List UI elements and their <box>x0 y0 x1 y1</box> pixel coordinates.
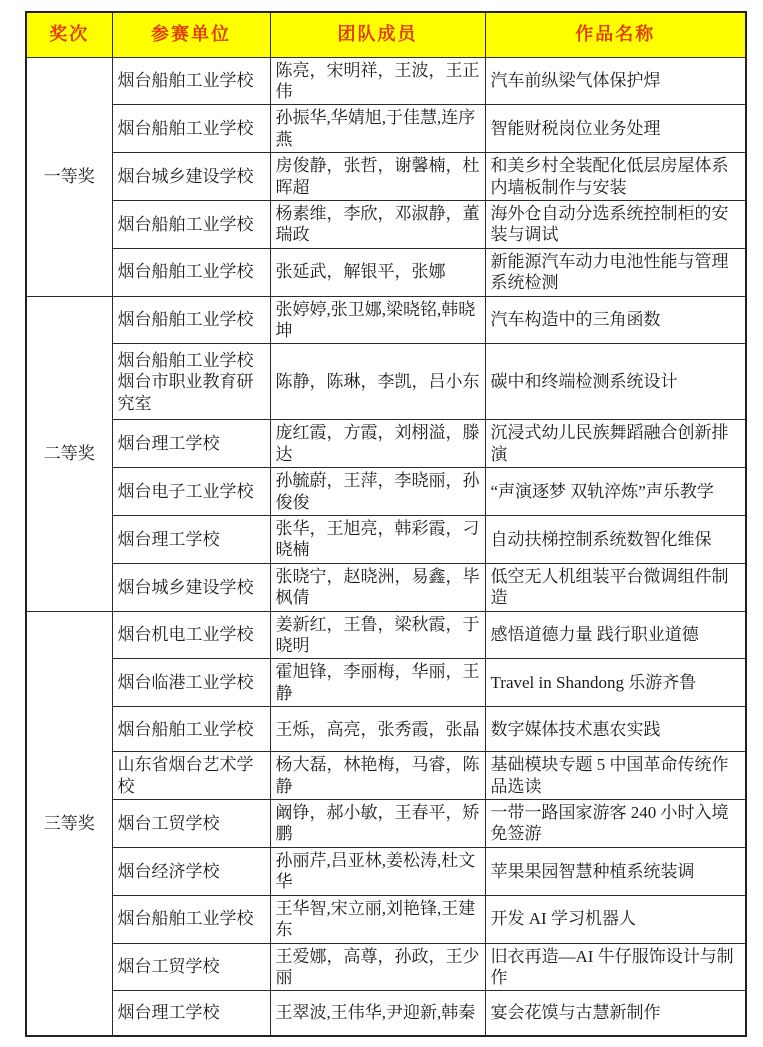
header-members: 团队成员 <box>270 12 485 57</box>
work-cell: 感悟道德力量 践行职业道德 <box>485 611 746 659</box>
awards-table <box>25 11 747 1037</box>
table-row <box>26 468 746 516</box>
work-cell: 一带一路国家游客 240 小时入境免签游 <box>485 800 746 848</box>
table-row <box>26 800 746 848</box>
members-cell: 庞红霞，方霞，刘栩溢，滕达 <box>270 420 485 468</box>
unit-cell: 烟台工贸学校 <box>112 800 270 848</box>
table-row <box>26 105 746 153</box>
table-header <box>26 12 746 57</box>
unit-cell: 烟台船舶工业学校 <box>112 200 270 248</box>
table-row <box>26 516 746 564</box>
members-cell: 张华，王旭亮，韩彩霞，刁晓楠 <box>270 516 485 564</box>
table-row <box>26 57 746 105</box>
unit-cell: 烟台理工学校 <box>112 420 270 468</box>
work-cell: 苹果果园智慧种植系统装调 <box>485 847 746 895</box>
members-cell: 王烁，高亮，张秀霞，张晶 <box>270 707 485 752</box>
award-label: 一等奖 <box>26 57 112 296</box>
members-cell: 霍旭锋，李丽梅，华丽，王静 <box>270 659 485 707</box>
table-row <box>26 296 746 344</box>
unit-cell: 烟台船舶工业学校 <box>112 248 270 296</box>
table-row <box>26 707 746 752</box>
members-cell: 张晓宁，赵晓洲，易鑫，毕枫倩 <box>270 563 485 611</box>
unit-cell: 山东省烟台艺术学校 <box>112 752 270 800</box>
work-cell: “声演逐梦 双轨淬炼”声乐教学 <box>485 468 746 516</box>
work-cell: 开发 AI 学习机器人 <box>485 895 746 943</box>
work-cell: 汽车构造中的三角函数 <box>485 296 746 344</box>
header-work: 作品名称 <box>485 12 746 57</box>
header-award: 奖次 <box>26 12 112 57</box>
table-row <box>26 991 746 1036</box>
table-row <box>26 248 746 296</box>
table-row <box>26 847 746 895</box>
members-cell: 王华智,宋立丽,刘艳锋,王建东 <box>270 895 485 943</box>
award-group-second-prize <box>26 296 746 611</box>
table-row <box>26 344 746 420</box>
members-cell: 杨大磊，林艳梅，马睿，陈静 <box>270 752 485 800</box>
unit-cell: 烟台城乡建设学校 <box>112 153 270 201</box>
header-unit: 参赛单位 <box>112 12 270 57</box>
unit-cell: 烟台电子工业学校 <box>112 468 270 516</box>
table-row <box>26 659 746 707</box>
members-cell: 杨素维，李欣，邓淑静，董瑞政 <box>270 200 485 248</box>
work-cell: 旧衣再造—AI 牛仔服饰设计与制作 <box>485 943 746 991</box>
work-cell: 和美乡村全装配化低层房屋体系内墙板制作与安装 <box>485 153 746 201</box>
unit-cell: 烟台理工学校 <box>112 516 270 564</box>
work-cell: 自动扶梯控制系统数智化维保 <box>485 516 746 564</box>
work-cell: 汽车前纵梁气体保护焊 <box>485 57 746 105</box>
work-cell: Travel in Shandong 乐游齐鲁 <box>485 659 746 707</box>
unit-cell: 烟台经济学校 <box>112 847 270 895</box>
unit-cell: 烟台船舶工业学校 <box>112 105 270 153</box>
award-label: 二等奖 <box>26 296 112 611</box>
table-row <box>26 752 746 800</box>
members-cell: 王爱娜，高尊，孙政，王少丽 <box>270 943 485 991</box>
unit-cell: 烟台理工学校 <box>112 991 270 1036</box>
work-cell: 基础模块专题 5 中国革命传统作品选读 <box>485 752 746 800</box>
unit-cell: 烟台船舶工业学校 <box>112 57 270 105</box>
unit-cell: 烟台城乡建设学校 <box>112 563 270 611</box>
members-cell: 阚铮，郝小敏，王春平，矫鹏 <box>270 800 485 848</box>
work-cell: 宴会花馍与古慧新制作 <box>485 991 746 1036</box>
members-cell: 房俊静，张哲，谢馨楠，杜晖超 <box>270 153 485 201</box>
members-cell: 张婷婷,张卫娜,梁晓铭,韩晓坤 <box>270 296 485 344</box>
members-cell: 孙丽芹,吕亚林,姜松涛,杜文华 <box>270 847 485 895</box>
work-cell: 新能源汽车动力电池性能与管理系统检测 <box>485 248 746 296</box>
members-cell: 孙振华,华婧旭,于佳慧,连序燕 <box>270 105 485 153</box>
table-row <box>26 563 746 611</box>
work-cell: 数字媒体技术惠农实践 <box>485 707 746 752</box>
members-cell: 陈亮，宋明祥，王波，王正伟 <box>270 57 485 105</box>
members-cell: 陈静，陈琳，李凯，吕小东 <box>270 344 485 420</box>
unit-cell: 烟台工贸学校 <box>112 943 270 991</box>
unit-cell: 烟台船舶工业学校 <box>112 895 270 943</box>
unit-cell: 烟台机电工业学校 <box>112 611 270 659</box>
members-cell: 孙毓蔚，王萍，李晓丽，孙俊俊 <box>270 468 485 516</box>
unit-cell: 烟台临港工业学校 <box>112 659 270 707</box>
work-cell: 智能财税岗位业务处理 <box>485 105 746 153</box>
unit-cell: 烟台船舶工业学校 <box>112 296 270 344</box>
table-row <box>26 943 746 991</box>
members-cell: 张延武，解银平，张娜 <box>270 248 485 296</box>
award-group-first-prize <box>26 57 746 296</box>
table-row <box>26 420 746 468</box>
work-cell: 碳中和终端检测系统设计 <box>485 344 746 420</box>
table-row <box>26 200 746 248</box>
table-row <box>26 895 746 943</box>
award-group-third-prize <box>26 611 746 1036</box>
work-cell: 海外仓自动分选系统控制柜的安装与调试 <box>485 200 746 248</box>
members-cell: 王翠波,王伟华,尹迎新,韩秦 <box>270 991 485 1036</box>
work-cell: 沉浸式幼儿民族舞蹈融合创新排演 <box>485 420 746 468</box>
table-row <box>26 611 746 659</box>
award-label: 三等奖 <box>26 611 112 1036</box>
work-cell: 低空无人机组装平台微调组件制造 <box>485 563 746 611</box>
members-cell: 姜新红，王鲁，梁秋霞，于晓明 <box>270 611 485 659</box>
table-row <box>26 153 746 201</box>
unit-cell: 烟台船舶工业学校烟台市职业教育研究室 <box>112 344 270 420</box>
unit-cell: 烟台船舶工业学校 <box>112 707 270 752</box>
